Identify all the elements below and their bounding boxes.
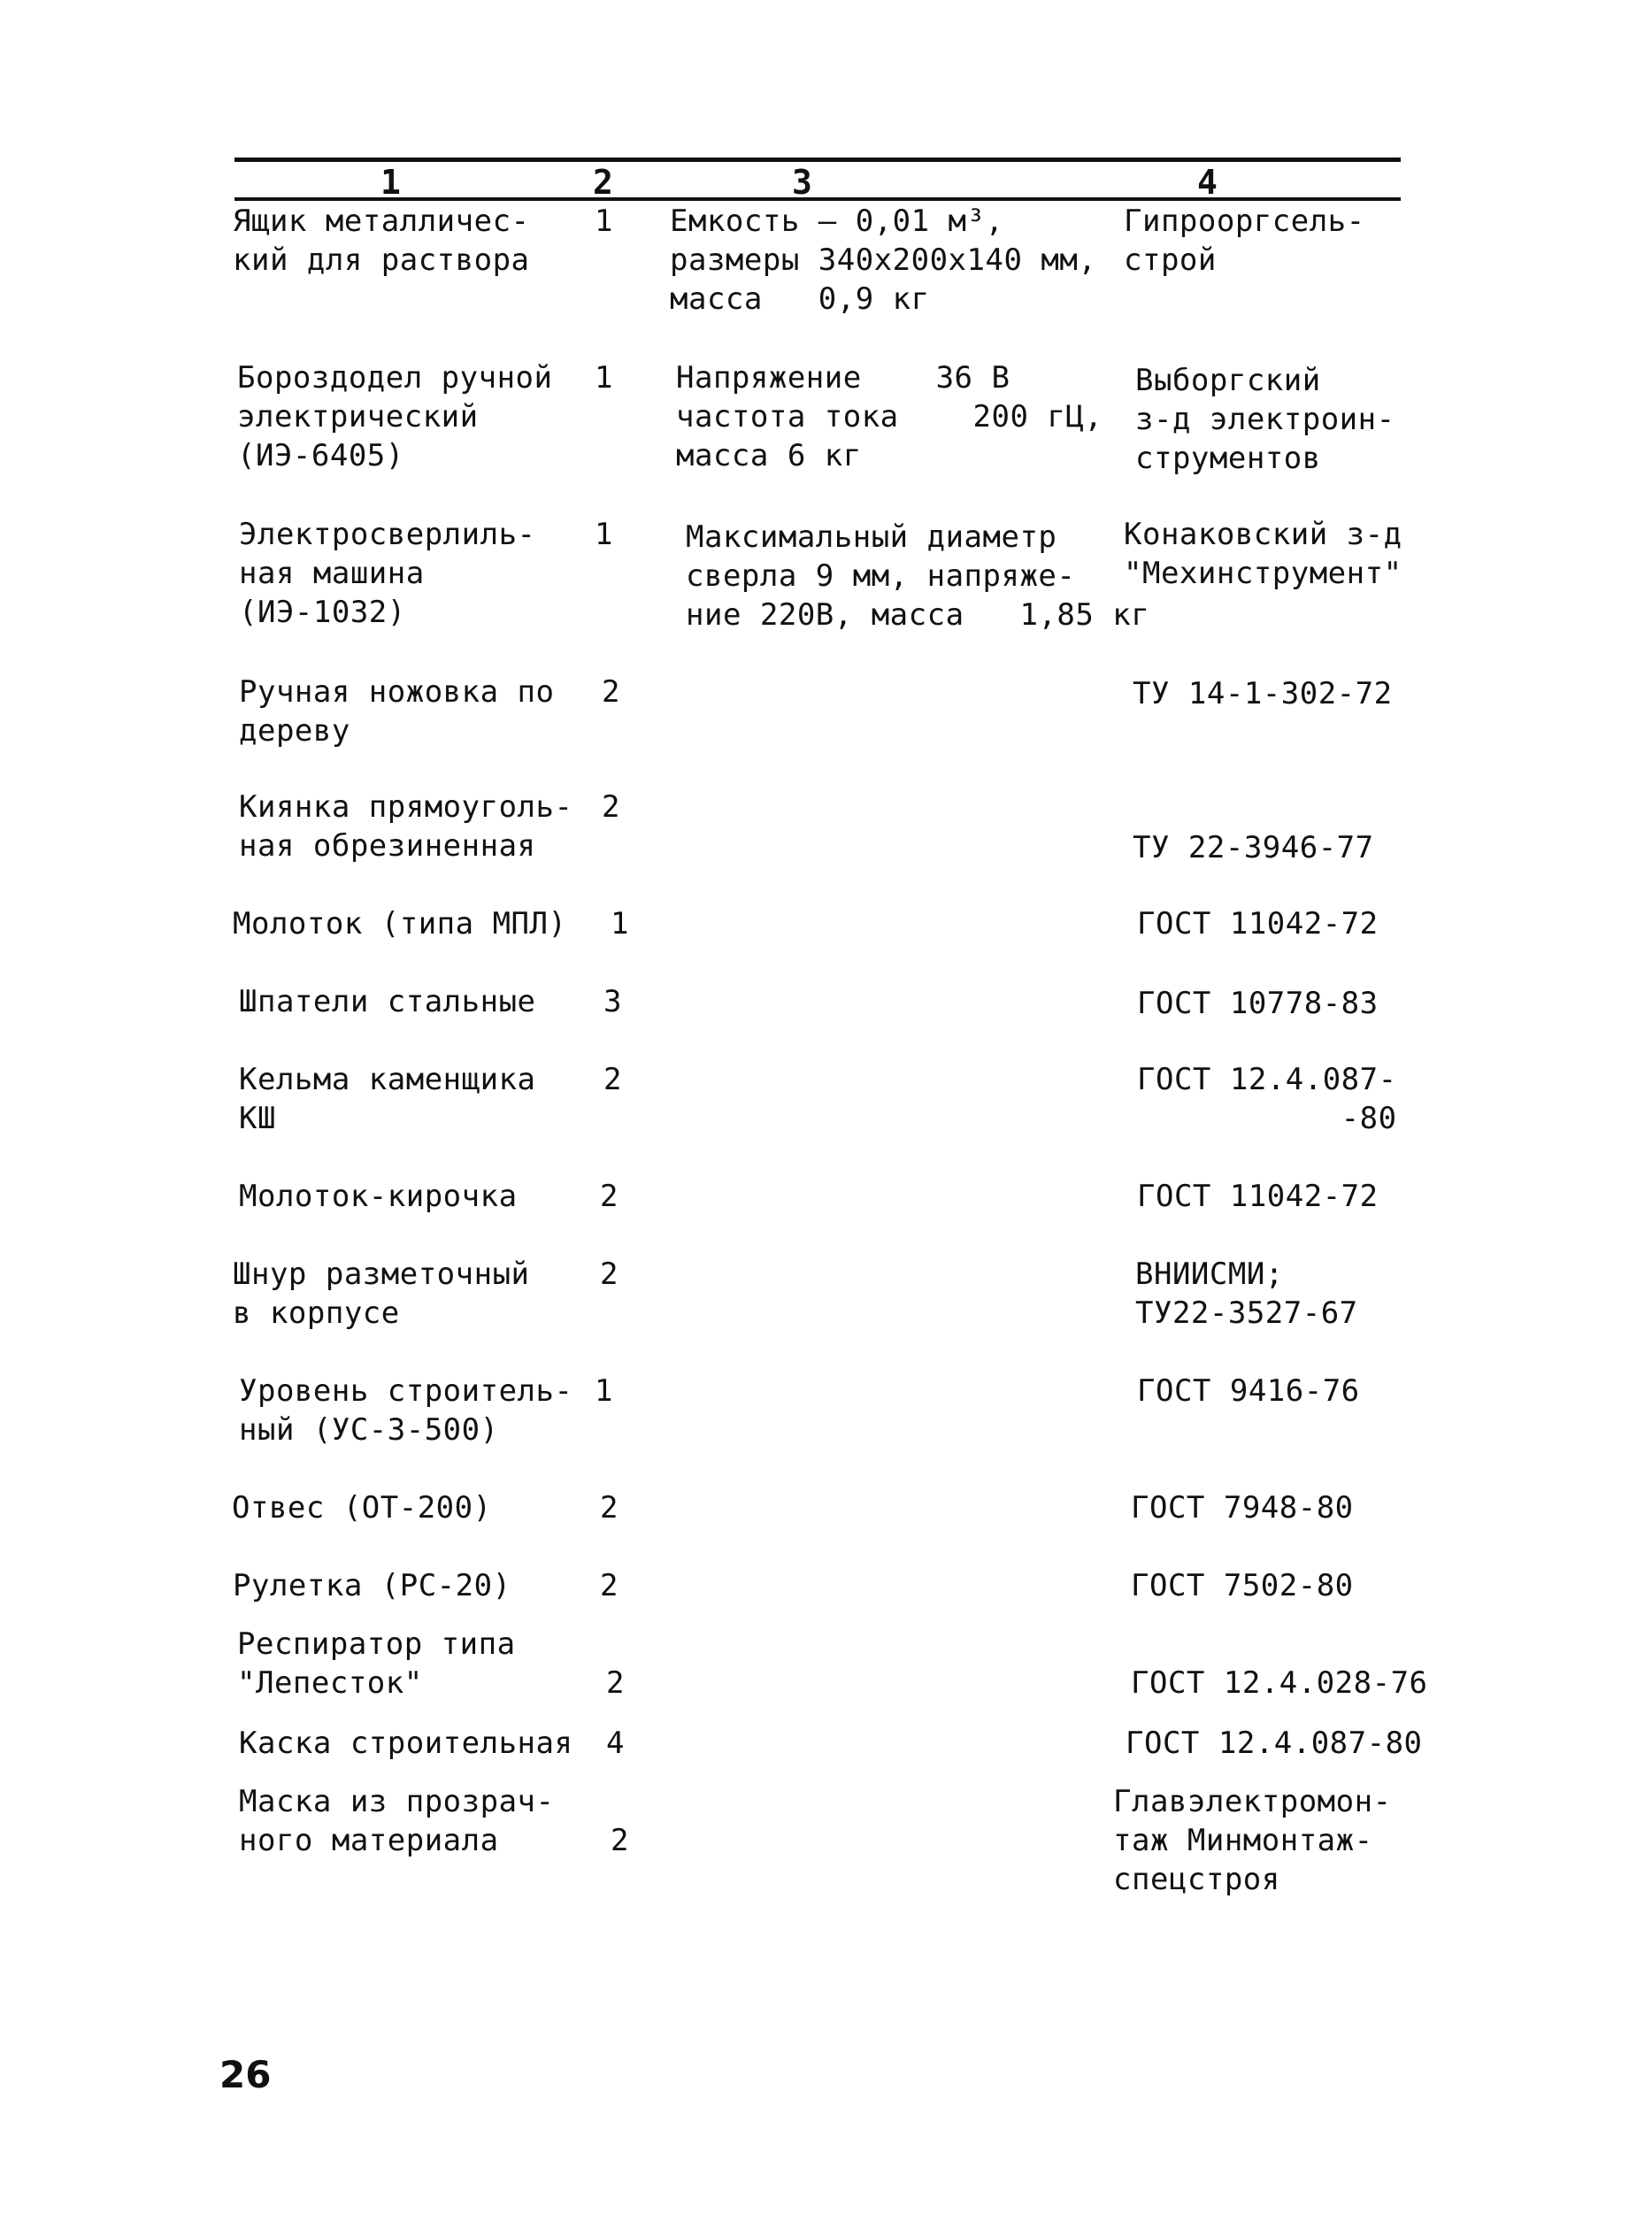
row-11-qty: 1 <box>595 1373 613 1409</box>
row-1-source: Гипрооргсель- строй <box>1124 204 1365 278</box>
row-3-name: Электросверлиль- ная машина (ИЭ-1032) <box>239 517 536 630</box>
row-12-name: Отвес (ОТ-200) <box>232 1490 492 1526</box>
table-header-rule <box>234 197 1401 201</box>
row-1-name: Ящик металличес- кий для раствора <box>233 204 530 278</box>
row-13-name: Рулетка (РС-20) <box>233 1568 511 1603</box>
row-8-qty: 2 <box>603 1062 622 1097</box>
row-7-source: ГОСТ 10778-83 <box>1137 986 1379 1021</box>
row-2-name: Бороздодел ручной электрический (ИЭ-6405) <box>237 360 553 473</box>
row-14-qty: 2 <box>606 1665 625 1701</box>
row-3-qty: 1 <box>595 517 613 552</box>
row-15-source: ГОСТ 12.4.087-80 <box>1126 1726 1423 1761</box>
column-header-4: 4 <box>1197 163 1218 202</box>
column-header-1: 1 <box>380 163 401 202</box>
row-6-name: Молоток (типа МПЛ) <box>233 906 567 942</box>
row-12-qty: 2 <box>600 1490 619 1526</box>
page-number: 26 <box>219 2053 272 2096</box>
row-9-qty: 2 <box>600 1179 619 1214</box>
row-13-qty: 2 <box>600 1568 619 1603</box>
row-14-source: ГОСТ 12.4.028-76 <box>1131 1665 1428 1701</box>
row-6-qty: 1 <box>611 906 629 942</box>
row-2-qty: 1 <box>595 360 613 396</box>
row-7-qty: 3 <box>603 984 622 1019</box>
row-4-name: Ручная ножовка по дереву <box>239 674 555 749</box>
row-10-source: ВНИИСМИ; ТУ22-3527-67 <box>1135 1257 1358 1331</box>
row-8-source: ГОСТ 12.4.087- -80 <box>1137 1062 1397 1136</box>
row-4-qty: 2 <box>602 674 620 710</box>
row-15-name: Каска строительная <box>239 1726 573 1761</box>
row-16-qty: 2 <box>611 1823 629 1858</box>
row-2-spec: Напряжение 36 В частота тока 200 гЦ, масса 6 кг <box>676 360 1103 473</box>
row-10-qty: 2 <box>600 1257 619 1292</box>
table-top-rule <box>234 158 1401 162</box>
column-header-3: 3 <box>792 163 812 202</box>
row-15-qty: 4 <box>606 1726 625 1761</box>
row-13-source: ГОСТ 7502-80 <box>1131 1568 1354 1603</box>
row-11-name: Уровень строитель- ный (УС-3-500) <box>239 1373 573 1448</box>
row-3-source: Конаковский з-д "Мехинструмент" <box>1124 517 1402 591</box>
row-12-source: ГОСТ 7948-80 <box>1131 1490 1354 1526</box>
row-5-name: Киянка прямоуголь- ная обрезиненная <box>239 789 573 864</box>
row-16-name: Маска из прозрач- ного материала <box>239 1784 555 1858</box>
row-9-name: Молоток-кирочка <box>239 1179 518 1214</box>
row-5-source: ТУ 22-3946-77 <box>1133 830 1374 865</box>
row-3-spec: Максимальный диаметр сверла 9 мм, напряже- ние 220В, масса 1,85 кг <box>686 519 1150 633</box>
row-2-source: Выборгский з-д электроин- струментов <box>1135 363 1395 476</box>
row-5-qty: 2 <box>602 789 620 825</box>
row-9-source: ГОСТ 11042-72 <box>1137 1179 1379 1214</box>
row-4-source: ТУ 14-1-302-72 <box>1133 676 1393 711</box>
row-1-spec: Емкость – 0,01 м³, размеры 340x200x140 мм, масса 0,9 кг <box>670 204 1097 317</box>
row-11-source: ГОСТ 9416-76 <box>1137 1373 1360 1409</box>
row-10-name: Шнур разметочный в корпусе <box>233 1257 530 1331</box>
row-6-source: ГОСТ 11042-72 <box>1137 906 1379 942</box>
row-7-name: Шпатели стальные <box>239 984 536 1019</box>
row-8-name: Кельма каменщика КШ <box>239 1062 536 1136</box>
column-header-2: 2 <box>593 163 613 202</box>
row-1-qty: 1 <box>595 204 613 239</box>
row-14-name: Респиратор типа "Лепесток" <box>237 1626 516 1701</box>
row-16-source: Главэлектромон- таж Минмонтаж- спецстроя <box>1113 1784 1392 1897</box>
